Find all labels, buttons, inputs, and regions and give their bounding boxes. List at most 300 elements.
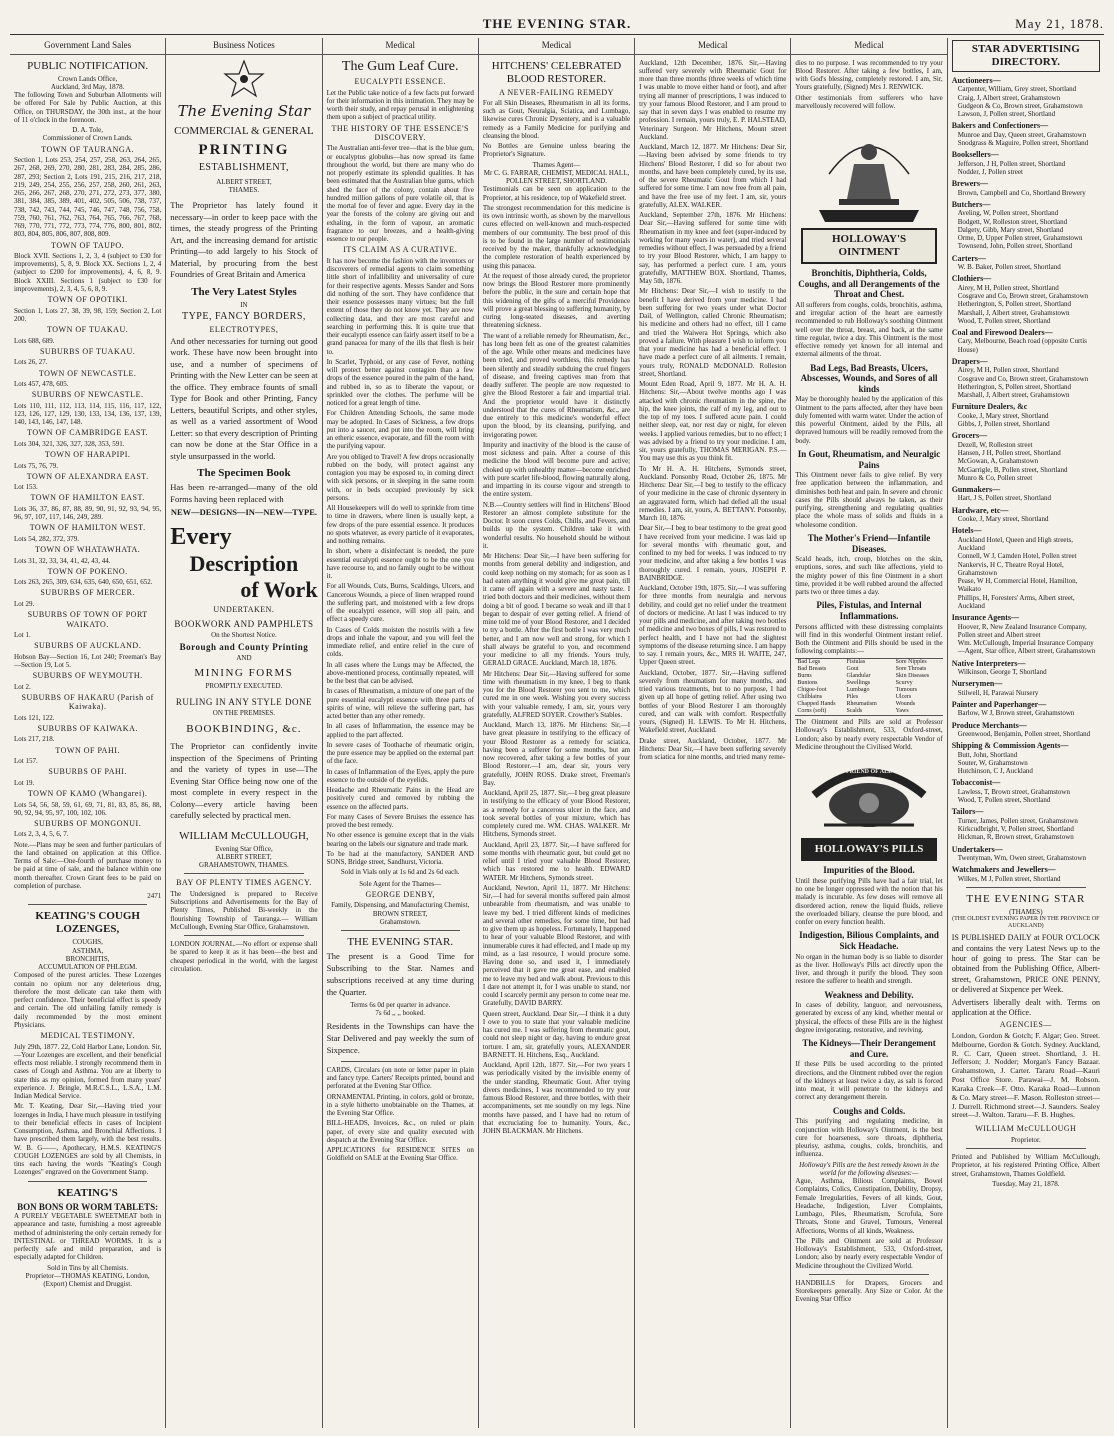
directory-category: Coal and Firewood Dealers— (951, 328, 1053, 337)
issue-date: May 21, 1878. (1015, 16, 1104, 31)
complaint-cell: Bad Breasts (797, 665, 827, 672)
directory-entry: Cooke, J, Mary street, Shortland (957, 411, 1049, 420)
specimen-body: Has been re-arranged—many of the old Forms having been replaced with (170, 482, 318, 504)
section-heading: TOWN OF TAUPO. (51, 240, 125, 250)
directory-entry: Hansen, J H, Pollen street, Shortland (957, 449, 1061, 457)
pills-banner: HOLLOWAY'S PILLS (801, 838, 936, 861)
star-emblem-icon (209, 59, 279, 99)
columns (10, 38, 1104, 1428)
column-business-notices (166, 38, 322, 1428)
establishment-line: COMMERCIAL & GENERAL (174, 125, 314, 138)
directory-entry: Hetherington, S, Pollen street, Shortland (957, 382, 1072, 391)
rheumatism-text: In cases of Rheumatism, a mixture of one part of the pure essential eucalypti essence with three parts of spirits of wine, will relieve the suffering part, has acted better than any other remedy. (326, 687, 474, 721)
london-journal: LONDON JOURNAL.—No effort or expense shall be spared to keep it as it has been—the best and cheapest periodical in the world, with the largest circulation. (170, 940, 318, 973)
and-text: AND (236, 654, 252, 663)
bronchitis-body: All sufferers from coughs, colds, bronchitis, asthma, and irregular action of the heart are earnestly recommended to rub Holloway's soothing Ointment well over the throat, breast, and back, at the same time regular, twice a day. This Ointment is the most effective remedy yet known for all internal and external ailments of the throat. (795, 300, 943, 359)
description-heading: Description (189, 551, 299, 577)
bruises-text: For many Cases of Severe Bruises the essence has proved the best remedy. (326, 812, 474, 830)
directory-entry: Auckland Hotel, Queen and High streets, Auckland (957, 535, 1073, 553)
imprint: Printed and Published by William McCullough, Proprietor, at his registered Printing Office, Albert street, Grahamstown, Thames Goldfield. (951, 1153, 1100, 1178)
column-medical-gum-leaf (323, 38, 479, 1428)
friend-label: FRIEND OF ALL (845, 769, 893, 776)
inspection-body: The Proprietor can confidently invite inspection of the Specimens of Printing and the variety of types in use—The Evening Star Office being now one of the most complete in every respect in the Colony—every article having been carefully selected by practical men. (170, 741, 318, 821)
gum-intro: Let the Public take notice of a few facts put forward for their information in this intimation. They may be worth their study, and repay perusal in enlightening them upon a subject of practical utility. (326, 88, 474, 122)
directory-entry: Hart, J S, Pollen street, Shortland (957, 494, 1052, 503)
directory-entry: Aveling, W, Pollen street, Shortland (957, 209, 1059, 218)
directory-entry: Hoover, R, New Zealand Insurance Company, Pollen street and Albert street (957, 622, 1087, 639)
complaint-cell: Bad Legs (797, 658, 821, 665)
section-heading: SUBURBS OF MERCER. (40, 588, 135, 598)
directory-entry: Kirkcudbright, V, Pollen street, Shortland (957, 825, 1074, 834)
directory-entry: Butt, John, Shortland (957, 750, 1018, 759)
directory-entry: Carpenter, William, Grey street, Shortland (957, 85, 1077, 94)
section-heading: TOWN OF HAMILTON WEST. (29, 523, 146, 533)
testimonials-note: Testimonials can be seen on application to the Proprietor, at his residence, top of Wakefield street. (482, 185, 631, 202)
inflammation-text: In all cases of Inflammation, the essence may be applied to the part affected. (326, 722, 474, 739)
column-medical-holloway (791, 38, 947, 1428)
divider (341, 930, 460, 931)
testimonial-letter: Auckland, March 12, 1877. Mr Hitchens: Dear Sir,—Having been advised by some friends to try Hitchens' Blood Restorer, I did so for about two months, and have been completely cured, by its use, of the severe Rheumatic Gout from which I had suffered for some time. I am now free from all pain, and have the free use of my feet. I am, sir, yours gratefully, ALEX. WALKER. (639, 143, 787, 209)
section-body: Lot 19. (14, 778, 35, 787)
directory-entry: Stilwell, H, Parawai Nursery (957, 688, 1039, 697)
hitchens-body: Impurity and inactivity of the blood is the cause of most sickness and pain. After a course of this medicine the blood will become pure and active; choked up with unhealthy matter—become enriched with pure scarlet life-blood, flowing naturally along, and imparting in its course vigour and strength to the entire system. (482, 440, 631, 499)
complaint-cell: Sore Throats (895, 665, 927, 672)
legs-heading: Bad Legs, Bad Breasts, Ulcers, Abscesses, Wounds, and Sores of all kinds (800, 362, 938, 394)
column-medical-letters (635, 38, 791, 1428)
complaint-cell: Ulcers (895, 694, 912, 700)
section-body: Lots 457, 478, 605. (14, 379, 69, 388)
published-notice: IS PUBLISHED DAILY at FOUR O'CLOCK and contains the very Latest News up to the hour of going to press. The Star can be obtained from the Publishing Office, Albert-street, Grahamstown, PRICE ONE PENNY, or delivered at Sixpence per Week. (951, 933, 1100, 995)
divider (184, 935, 303, 936)
ornamental-ad: ORNAMENTAL Printing, in colors, gold or bronze, in a style hitherto unobtainable on the Thames, at the Evening Star Office. (326, 1092, 474, 1118)
agent-name: GEORGE DENBY, (365, 889, 435, 899)
testimonial-letter: Mount Eden Road, April 9, 1877. Mr H. A. H. Hitchens: Sir,—About twelve months ago I was attacked with chronic rheumatism in the spine, the hip, the knee joints, the calf of my leg, and out to the top of my toes. I suffered acute pain. I could neither sleep, eat, nor rest day or night, for eleven weeks. I applied various remedies, but to no effect; I was advised by a friend to try your medicine. I am, sir, yours gratefully, THOMAS MERIGAN. P.S.—You may use this as you think fit. (639, 380, 787, 463)
directory-category: Butchers— (951, 199, 991, 209)
keating-sub: BRONCHITIS, (65, 954, 110, 963)
toothache-text: In severe cases of Toothache of rheumatic origin, the pure essence may be applied on the external part of the face. (326, 740, 474, 766)
friend-of-all-icon (804, 755, 934, 835)
testimonial-letter: Auckland, October 19th, 1875. Sir,—I was suffering for three months from neuralgia and nervous debility, and could get no relief under the treatment of doctors or medicine. At last I was induced to try your pills and medicine, and after taking two bottles of medicine and two boxes of pills, I was restored to perfect health, and I have not had the slightest symptoms of the disease returning since. I am happy to say. I remain yours, &c., MRS H. WAITE, 247, Upper Queen street. (639, 584, 787, 667)
notice-office: Crown Lands Office, (58, 74, 118, 83)
section-body: Hobson Bay—Section 16, Lot 240; Freeman's Bay—Section 19, Lot 5. (14, 652, 162, 669)
gout-heading: In Gout, Rheumatism, and Neuralgic Pains (797, 448, 941, 470)
directory-entry: Souter, W, Grahamstown (957, 758, 1028, 767)
weakness-heading: Weakness and Debility. (824, 989, 914, 1000)
section-heading: SUBURBS OF MONGONUI. (34, 819, 142, 829)
directory-category: Hotels— (951, 526, 982, 536)
gout-body: This Ointment never fails to give relief. By very free application between the inflammation, and diminishes both heat and pain. In severe and chronic cases the Pills should always be taken, as their purifying, strengthening and regulating qualities place the whole mass of solids and fluids in a wholesome condition. (795, 471, 943, 529)
keating-body: Composed of the purest articles. These Lozenges contain no opium nor any deleterious drug, therefore the most delicate can take them with perfect confidence. Their beneficial effect is speedy and certain. The old unfailing family remedy is daily recommended by the most eminent Physicians. (14, 971, 162, 1029)
complaint-cell: Corns (soft) (797, 708, 827, 715)
star-subscribe-title: THE EVENING STAR. (347, 936, 454, 949)
directory-category: Auctioneers— (951, 75, 1001, 85)
column-header: Medical (635, 38, 790, 55)
directory-category: Gunmakers— (951, 485, 1001, 494)
directory-entry: Wm. McCullough, Imperial Insurance Company—Agent, Star office, Albert street, Grahamstown (957, 639, 1096, 656)
keating-letter: Mr. T. Keating, Dear Sir,—Having tried your lozenges in India, I have much pleasure in testifying to their beneficial effects in cases of Incipient Consumption, Asthma, and Bronchial Affections. I have prescribed them largely, with the best results. W. B. G——, Apothecary, H.M.S. KEATING'S COUGH LOZENGES are sold by all Chemists, in tins each having the words "Keating's Cough Lozenges" engraved on the Government Stamp. (14, 1102, 162, 1177)
directory-entry: Hetherington, S, Pollen street, Shortland (957, 300, 1072, 309)
hitchens-title: HITCHENS' CELEBRATED BLOOD RESTORER. (491, 59, 622, 85)
note-number: 2471 (147, 892, 162, 901)
directory-entry: Wilkes, M J, Pollen street, Shortland (957, 874, 1061, 883)
signature-title: Commissioner of Crown Lands. (42, 134, 133, 143)
divider (966, 887, 1086, 888)
complaint-cell: Scurvy (895, 679, 913, 686)
premises: ON THE PREMISES. (212, 709, 276, 718)
of-work-heading: of Work (240, 577, 318, 603)
wounds-text: For all Wounds, Cuts, Burns, Scaldings, Ulcers, and Cancerous Wounds, a piece of linen wrapped round the suffering part, and moistened with a few drops of the eucalypti essence, will stop all pain, and effect a speedy cure. (326, 582, 474, 624)
bonbons-sold: Sold in Tins by all Chemists. (47, 1263, 129, 1272)
paper-place: (THAMES) (1009, 907, 1043, 916)
section-heading: TOWN OF OPOTIKI. (47, 295, 128, 305)
directory-category: Drapers— (951, 356, 988, 366)
keating-testimony: July 29th, 1877. 22, Cold Harbor Lane, London. Sir,—Your Lozenges are excellent, and their beneficial effects most reliable. I strongly recommend them in cases of Cough and Asthma. You are at liberty to state this as my opinion, formed from many years' experience. J. Bringle, M.R.C.S.L., L.S.A., L.M. Indian Medical Service. (14, 1042, 162, 1101)
directory-entry: Orme, D, Upper Pollen street, Grahamstown (957, 234, 1083, 243)
mining-forms: MINING FORMS (194, 667, 294, 680)
directory-entry: Gudgeon & Co, Brown street, Grahamstown (957, 101, 1083, 110)
hitchens-genuine: No Bottles are Genuine unless bearing the Proprietor's Signature. (482, 142, 631, 159)
directory-entry: Cosgrave and Co, Brown street, Grahamstown (957, 292, 1089, 300)
printing-body: The Proprietor has lately found it necessary—in order to keep pace with the times, the steady progress of the Printing Art, and the increasing demand for artistic Printing—to add largely to his Stock of Material, by procuring from the best Foundries of Great Britain and America (170, 200, 318, 280)
directory-entry: Gibbs, J, Pollen street, Shortland (957, 420, 1050, 429)
directory-entry: W. B. Baker, Pollen street, Shortland (957, 263, 1061, 272)
section-body: Lots 2, 3, 4, 5, 6, 7. (14, 830, 69, 839)
legs-body: May be thoroughly healed by the application of this Ointment to the parts affected, after they have been duly fomented with warm water. Under the action of this powerful Ointment, aided by the Pills, all depraved humours will be readily removed from the body. (795, 395, 943, 445)
directory-category: Nurserymen— (951, 679, 1003, 689)
electrotypes: ELECTROTYPES, (209, 324, 279, 334)
directory-category: Undertakers— (951, 844, 1003, 854)
section-heading: TOWN OF HARAPIPI. (44, 450, 131, 460)
complaint-cell: Bunions (797, 679, 818, 686)
borough-printing: Borough and County Printing (179, 641, 309, 652)
paper-tag: (THE OLDEST EVENING PAPER IN THE PROVINCE OF AUCKLAND) (952, 916, 1100, 930)
claim-body: It has now become the fashion with the inventors or discoverers of remedial agents to claim something little short of infallibility and universality of cure for their respective agents. Messrs Sander and Sons did nothing of the sort. They have confidence that their essence possesses many virtues; but the full extent of those they do not know yet. They are now collecting data, and they are most careful and searching in performing this. It is quite true that their eucalypti essence can fairly assert itself to be a grand panacea for many of the ills that flesh is heir to. (326, 256, 474, 356)
section-body: Lot 153. (14, 483, 38, 492)
cards-ad: CARDS, Circulars (on note or letter paper in plain and fancy type. Carters' Receipts printed, bound and perforated at the Evening Star Office. (326, 1065, 474, 1091)
coughs-body: This purifying and regulating medicine, in conjunction with Holloway's Ointment, is the best cure for hoarseness, sore throats, diphtheria, pleurisy, asthma, coughs, colds, bronchitis, and influenza. (795, 1117, 943, 1159)
printing-body2: And other necessaries for turning out good work. These have now been brought into use, and a number of specimens of Printing with the New Letter can be seen at the office. They embrace founts of small Type for Book and other Printing, Fancy Letters, beautiful Scripts, and other styles, as well as a varied assortment of Wood Letter: so that every description of Printing can now be done at the Star Office in a style unsurpassed in the world. (170, 335, 318, 461)
section-heading: SUBURBS OF WEYMOUTH. (32, 671, 143, 681)
bonbons-title: KEATING'S (57, 1186, 118, 1199)
section-heading: TOWN OF PAHI. (55, 745, 120, 755)
section-body: Lots 36, 37, 86, 87, 88, 89, 90, 91, 92, 93, 94, 95, 96, 97, 107, 117, 146, 249, 289. (14, 504, 162, 522)
ointment-engraving (795, 114, 942, 224)
testimonial-letter: Mr Hitchens: Dear Sir,—I have been suffering for months from general debility and indigestion, and could keep nothing on my stomach; for as soon as I had eaten anything it would give me great pain, till it came off again with a severe and nasty taste. I tried both doctors and their medicines, without them doing a bit of good. I became so weak and ill that I began to despair of ever getting relief. A friend of mine told me of your Blood Restorer, and I decided to try a bottle. After the first bottle I was very much better, and I am now well and strong, for which I shall always be grateful to you, and recommend your medicine to all my friends. Yours truly, GERALD GRACE. Auckland, March 18, 1876. (482, 552, 631, 668)
directory-entry: Marshall, J, Albert street, Grahamstown (957, 391, 1070, 400)
coughs-heading: Coughs and Colds. (832, 1105, 906, 1116)
complaint-cell: Chigoe-foot (797, 686, 827, 693)
section-body: Lots 75, 76, 79. (14, 461, 58, 470)
claim-heading: ITS CLAIM AS A CURATIVE. (343, 245, 458, 255)
styles-in: IN (240, 300, 248, 309)
section-heading: TOWN OF HAMILTON EAST. (30, 493, 145, 503)
imprint-date: Tuesday, May 21, 1878. (992, 1179, 1060, 1188)
note: Note.—Plans may be seen and further particulars of the land obtained on application at this Office. Terms of Sale:—One-fourth of purchase money to be paid at time of sale, and the balance within one month thereafter. Crown Grant fees to be paid on completion of purchase. (14, 840, 162, 890)
column-header: Medical (791, 38, 946, 55)
section-body: Lots 54, 282, 372, 379. (14, 534, 79, 543)
country-note: N.B.—Country settlers will find in Hitchens' Blood Restorer an almost complete substitute for the Doctor. It soon cures Colds, Chills, and Fevers, and builds up the system. Children take it with wonderful results. No household should be without it. (482, 500, 631, 550)
directory-category: Tailors— (951, 807, 984, 817)
directory-category: Insurance Agents— (951, 613, 1020, 623)
directory-entry: Munro & Co, Pollen street (957, 473, 1033, 482)
complaint-cell: Glandular (846, 672, 871, 679)
section-body: Lots 304, 321, 326, 327, 328, 353, 591. (14, 439, 125, 448)
masthead (10, 16, 1104, 35)
section-heading: TOWN OF NEWCASTLE. (38, 368, 137, 378)
star-subscribe-body: The present is a Good Time for Subscribing to the Star. Names and subscriptions received at any time during the Quarter. (326, 951, 474, 997)
complaint-cell: Burns (797, 672, 812, 679)
ointment-banner: HOLLOWAY'S OINTMENT (801, 228, 936, 264)
agencies-list: London, Gordon & Gotch; F. Algar; Geo. Street. Melbourne, Gordon & Gotch. Sydney. Auckland, R. C. Carr, Queen street. Shortland, J. H. Jefferson; J. Nodder; Morgan's Fancy Bazaar. Grahamstown, J. Carter. Tararu Road—Kauri Post Office Store. Parawai—J. M. Robson. Karaka Creek—F. Otto. Karaka Road—Lunnon & Co. Mary street—F. Mason. Rolleston street—J. Durrell. Richmond street—J. Saunders. Sealey street—J. Walton. Tararu—F. B. Hughes. (951, 1030, 1100, 1120)
notice-title: PUBLIC NOTIFICATION. (27, 59, 149, 72)
section-heading: SUBURBS OF TUAKAU. (39, 346, 136, 356)
paper-title: THE EVENING STAR (966, 892, 1086, 905)
directory-entry: Phillips, H, Foresters' Arms, Albert street, Auckland (957, 593, 1075, 610)
directory-entry: Jefferson, J H, Pollen street, Shortland (957, 159, 1066, 168)
directory-category: Tobacconist— (951, 778, 1001, 788)
seated-figure-icon (809, 114, 929, 224)
gothic-title: The Evening Star (177, 101, 311, 120)
directory-entry: Marshall, J, Albert street, Grahamstown (957, 308, 1070, 317)
directory-category: Grocers— (951, 431, 988, 441)
remedy-list: Ague, Asthma, Bilious Complaints, Bowel Complaints, Colics, Constipation, Debility, Dropsy, Female Irregularities, Fevers of all kinds, Gout, Headache, Indigestion, Liver Complaints, Lumbago, Piles, Rheumatism, Scrofula, Sore Throats, Stone and Gravel, Tumours, Venereal Affections, Worms of all kinds, Weakness. (795, 1177, 943, 1235)
children-text: For Children Attending Schools, the same mode may be adopted. In Cases of Sickness, a few drops put into a saucer, and put into the room, will bring an etheric essence, evaporate, and fill the room with the purifying vapour. (326, 409, 474, 451)
divider (341, 1061, 460, 1062)
complaint-cell: Rheumatism (846, 701, 877, 708)
agencies-heading: AGENCIES— (999, 1020, 1052, 1030)
pills-engraving (795, 755, 942, 835)
top-letter: dies to no purpose. I was recommended to try your Blood Restorer. After taking a few bottles, I am, with God's blessing, completely restored. I am, Sir, Yours gratefully, (Signed) Mrs J. RENWICK. (795, 58, 943, 92)
agent-place: Grahamstown. (379, 917, 421, 926)
section-heading: SUBURBS OF PAHI. (48, 767, 127, 777)
directory-category: Native Interpreters— (951, 658, 1026, 668)
directory-entry: Brown, Campbell and Co, Shortland Brewery (957, 188, 1086, 197)
section-body: Lots 110, 111, 112, 113, 114, 115, 116, 117, 122, 123, 126, 127, 129, 130, 133, 134, 136, 137, 139, 140, 143, 146, 147, 148. (14, 401, 162, 427)
directory-entry: Dalgety, Gibb, Mary street, Shortland (957, 225, 1064, 234)
directory-entry: Cosgrave and Co, Brown street, Grahamstown (957, 374, 1089, 383)
complaint-cell: Chilblains (797, 694, 823, 700)
section-heading: TOWN OF POKENO. (47, 566, 128, 576)
thames-agent: Mr C. G. FARRAR, CHEMIST, MEDICAL HALL, POLLEN STREET, SHORTLAND. (483, 168, 630, 186)
owner-street: ALBERT STREET, (216, 852, 272, 861)
testimonial-letter: Dear Sir,—I beg to bear testimony to the great good I have received from your medicine. I was laid up for several months with rheumatic gout, and confined to my bed for weeks. I was induced to try your medicine, and after taking a few bottles I was thoroughly cured. I remain, yours, JOSEPH P. BAINBRIDGE. (639, 524, 787, 582)
complaint-cell: Chapped Hands (797, 701, 836, 708)
history-heading: THE HISTORY OF THE ESSENCE'S DISCOVERY. (331, 123, 469, 142)
section-body: Section 1, Lots 253, 254, 257, 258, 263, 264, 265, 267, 268, 269, 270, 280, 281, 283, 284, 285, 286, 287, 293; Section 2, Lots 191, 215, 216, 217, 218, 219, 249, 254, 255, 256, 257, 258, 260, 261, 263, 265, 266, 267, 268, 270, 271, 272, 273, 377, 380, 381, 384, 385, 389, 401, 402, 505, 506, 738, 737, 738, 742, 743, 744, 745, 746, 747, 748, 756, 758, 759, 760, 761, 762, 763, 764, 765, 766, 767, 768, 769, 770, 771, 772, 773, 774, 776, 800, 801, 802, 803, 804, 805, 806, 807, 808, 809. (14, 156, 162, 239)
piles-heading: Piles, Fistulas, and Internal Inflammations. (816, 600, 922, 621)
keating-testimony-title: MEDICAL TESTIMONY. (40, 1031, 135, 1041)
directory-entry: Airey, M H, Pollen street, Shortland (957, 283, 1059, 292)
hitchens-intro: For all Skin Diseases, Rheumatism in all its forms, such as Gout, Neuralgia, Sciatica, and Lumbago, likewise cures Chronic Dysentery, and is a valuable remedy as a Family Medicine for purifying and cleansing the blood. (482, 98, 631, 140)
keating-sub: ASTHMA, (71, 946, 104, 955)
star-terms-booked: 7s 6d ,, ,, booked. (375, 1008, 425, 1017)
headache-text: Headache and Rheumatic Pains in the Head are positively cured and removed by rubbing the essence on the affected parts. (326, 786, 474, 811)
directory-category: Carters— (951, 253, 986, 263)
directory-entry: Lawson, J, Pollen street, Shortland (957, 110, 1056, 119)
directory-category: Painter and Paperhanger— (951, 699, 1047, 709)
directory-entry: Townsend, John, Pollen street, Shortland (957, 242, 1073, 251)
bop-title: BAY OF PLENTY TIMES AGENCY. (176, 878, 312, 888)
testimonial-letter: Auckland, April 12th, 1877. Sir,—For two years I was periodically visited by the invisible enemy of the under standing, Rheumatic Gout. After trying divers medicines, I was recommended to try your famous Blood Restorer, and three bottles, with their accompaniments, set me soundly on my legs. Nine months have passed, and I have had no return of that excruciating foe to humanity. Yours, &c., JOHN BLACKMAN. Mr Hitchens. (482, 1061, 631, 1136)
styles-types: TYPE, FANCY BORDERS, (181, 310, 306, 322)
complaint-cell: Fistulas (846, 658, 866, 665)
directory-entry: McGowan, A, Grahamstown (957, 457, 1039, 466)
proprietor-title: Proprietor. (1010, 1135, 1041, 1144)
gum-leaf-title: The Gum Leaf Cure. (341, 58, 459, 74)
hitchens-body: The strongest recommendation for this medicine is its own intrinsic worth, as shown by the marvellous cures effected on well-known and much-respected members of our community. The best proof of this is to be found in the large number of testimonials received by the maker, thankfully acknowledging the complete restoration of health experienced by using this panacea. (482, 203, 631, 270)
testimonial-letter: Auckland, September 27th, 1876. Mr Hitchens: Dear Sir,—Having suffered for some time with Rheumatism in my knee and feet (super-induced by working for many years in water), and tried several remedies without effect, I was persuaded by a friend to try your Blood Restorer, which, I am happy to say, has performed a perfect cure. I am, yours gratefully, MATTHEW BOX. Shortland, Thames, May 5th, 1876. (639, 211, 787, 286)
directory-entry: Twentyman, Wm, Owen street, Grahamstown (957, 854, 1086, 862)
star-terms: Terms 6s 0d per quarter in advance. (350, 1000, 451, 1009)
mother-body: Scald heads, itch, croup, blotches on the skin, eruptions, sores, and such like affections, yield to the mighty power of this fine Ointment in a short time, provided it be well rubbed around the affected parts two or three times a day. (795, 555, 943, 597)
indigestion-heading: Indigestion, Bilious Complaints, and Sick Headache. (799, 930, 939, 951)
section-body: Lot 1. (14, 631, 31, 640)
directory-entry: Munroe and Day, Queen street, Grahamstown (957, 130, 1087, 139)
section-body: Lots 54, 56, 58, 59, 61, 69, 71, 81, 83, 85, 86, 88, 90, 92, 94, 95, 97, 100, 102, 106. (14, 800, 162, 817)
shortest-notice: On the Shortest Notice. (211, 631, 277, 640)
complaint-cell: Sore Nipples (895, 658, 927, 665)
bonbons-body: A PURELY VEGETABLE SWEETMEAT both in appearance and taste, furnishing a most agreeable method of administering the only certain remedy for INTESTINAL or THREAD WORMS. It is a perfectly safe and mild preparation, and is especially adapted for Children. (14, 1212, 162, 1262)
directory-category: Produce Merchants— (951, 720, 1027, 730)
complaint-cell: Yaws (895, 708, 909, 715)
section-body: Lots 263, 265, 309, 634, 635, 640, 650, 651, 652. (14, 578, 153, 587)
kidneys-heading: The Kidneys—Their Derangement and Cure. (802, 1038, 936, 1059)
section-body: Lot 157. (14, 757, 38, 766)
directory-category: Bakers and Confectioners— (951, 121, 1049, 131)
handbills-ad: HANDBILLS for Drapers, Grocers and Storekeepers generally. Any Size or Color. At the Evening Star Office (795, 1278, 943, 1304)
directory-entry: Turner, James, Pollen street, Grahamstown (957, 816, 1078, 825)
newspaper-title: THE EVENING STAR. (482, 16, 632, 31)
printing-heading: PRINTING (198, 142, 290, 159)
agent-street: BROWN STREET, (372, 909, 428, 918)
address-town: THAMES. (228, 186, 260, 194)
bookbinding: BOOKBINDING, &c. (186, 722, 302, 735)
directory-entry: Dezell, W, Rolleston street (957, 440, 1033, 449)
manufactory: To be had at the manufactory, SANDER AND SONS, Bridge street, Sandhurst, Victoria. (326, 849, 474, 867)
column-header: Medical (479, 38, 634, 55)
gum-leaf-subtitle: EUCALYPTI ESSENCE. (354, 77, 446, 87)
new-designs: NEW—DESIGNS—IN—NEW—TYPE. (170, 507, 318, 518)
testimonial-letter: Auckland, October, 1877. Sir,—Having suffered severely from rheumatism for many months, and tried various treatments, but to no purpose, I had given up all hope of getting relief. After using two bottles of your Blood Restorer I am thoroughly cured, and can walk with comfort. Respectfully yours, (Signed) H. LEWIS. To Mr H. Hitchens, Wakefield street, Auckland. (639, 668, 787, 735)
complaint-cell: Gout (846, 665, 859, 672)
directory-entry: Greenwood, Benjamin, Pollen street, Shortland (957, 730, 1091, 738)
testimonial-letter: Queen street, Auckland. Dear Sir,—I think it a duty I owe to you to state that your valuable medicine has cured me. I was suffering from rheumatic gout, could not sleep night or day, having to endure great torture. I am, sir, gratefully yours, ALEXANDER BARNETT. H. Hitchens, Esq., Auckland. (482, 1009, 631, 1059)
advertisers-notice: Advertisers liberally dealt with. Terms on application at the Office. (951, 997, 1100, 1018)
colds-text: In Cases of Colds moisten the nostrils with a few drops and inhale the vapour, and you will feel the immediate relief, and entire relief in the cure of colds. (326, 625, 474, 659)
complaint-cell: Wounds (895, 701, 916, 708)
sole-agent-label: Sole Agent for the Thames— (359, 879, 442, 888)
proprietor-name: WILLIAM McCULLOUGH (975, 1124, 1077, 1134)
notice-place: Auckland, 3rd May, 1878. (50, 82, 125, 91)
testimonial-letter: To Mr H. A. H. Hitchens, Symonds street, Auckland. Ponsonby Road, October 26, 1875. Mr Hitchens: Dear Sir,—I beg to testify to the efficacy of your medicine in the case of chronic dysentery in an aggravated form, which had defied all the usual remedies. I am, sir, yours, A. BETTANY. Ponsonby, March 10, 1876. (639, 464, 787, 523)
ruling: RULING IN ANY STYLE DONE (175, 696, 312, 707)
directory-entry: Nankervis, H C, Theatre Royal Hotel, Grahamstown (957, 560, 1064, 577)
complaint-cell: Swellings (846, 679, 871, 686)
directory-entry: Connell, W J, Camden Hotel, Pollen street (957, 552, 1077, 561)
notice-body: The following Town and Suburban Allotments will be offered For Sale by Public Auction, at this Office, on THURSDAY, the 30th inst., at the hour of 11 o'clock in the forenoon. (14, 91, 162, 124)
directory-entry: Craig, J, Albert street, Grahamstown (957, 93, 1061, 102)
section-heading: SUBURBS OF TOWN OF PORT WAIKATO. (27, 610, 148, 629)
indigestion-body: No organ in the human body is so liable to disorder as the liver. Holloway's Pills act directly upon the liver, and through it purify the blood. They soon restore the sufferer to health and strength. (795, 952, 943, 986)
directory-entry: Snodgrass & Maguire, Pollen street, Shortland (957, 139, 1089, 148)
bookwork: BOOKWORK AND PAMPHLETS (174, 618, 314, 629)
directory-category: Booksellers— (951, 150, 999, 160)
eyes-text: In cases of Inflammation of the Eyes, apply the pure essence to the outside of the eyelids. (326, 767, 474, 784)
column-header: Business Notices (166, 38, 321, 55)
directory-category: Brewers— (951, 179, 988, 189)
directory-entry: Wilkinson, George T, Shortland (957, 667, 1047, 676)
testimonial-letter: Drake street, Auckland, October, 1877. Mr Hitchens: Dear Sir,—I have been suffering severely from sciatica for nine months, and tried many reme- (639, 736, 787, 762)
thames-agent-label: Thames Agent— (532, 160, 581, 169)
kidneys-body: If these Pills be used according to the printed directions, and the Ointment rubbed over the region of the kidneys at least twice a day, as salt is forced into meat, it will penetrate to the kidneys and correct any derangement therein. (795, 1060, 943, 1102)
signature: D. A. Tole, (72, 126, 103, 135)
lungs-text: In all cases where the Lungs may be Affected, the above-mentioned process, continually repeated, will be the best that can be advised. (326, 660, 474, 686)
directory-entry: Airey, M H, Pollen street, Shortland (957, 366, 1059, 375)
testimonial-letter: Auckland, March 13, 1876. Mr Hitchens: Sir,—I have great pleasure in testifying to the efficacy of your Blood Restorer as a remedy for sciatica, having been a sufferer for some months, but am now recovered, after taking a few bottles of your Blood Restorer.—I am, dear sir, yours very gratefully, JOHN ROSS. Drake street, Freeman's Bay. (482, 721, 631, 787)
ointment-note: The Ointment and Pills are sold at Professor Holloway's Establishment, 533, Oxford-street, London; also by nearly every respectable Vendor of Medicine throughout the Civilised World. (795, 718, 943, 751)
directory-entry: Barlow, W J, Brown street, Grahamstown (957, 709, 1075, 718)
section-heading: TOWN OF CAMBRIDGE EAST. (27, 428, 149, 438)
undertaken: UNDERTAKEN. (213, 605, 275, 615)
testimonial-letter: Auckland, 12th December, 1876. Sir,—Having suffered very severely with Rheumatic Gout for more than three months (three weeks of which time I was unable to move either hand or foot), and after trying all manner of prescriptions, I was induced to try your famous Blood Restorer, and I am proud to say that in seven days I was enabled to resume my profession. I remain, yours truly, E. P. HALSTEAD, Veterinary Surgeon. Mr Hitchens, Mount street Auckland. (639, 58, 787, 141)
complaint-cell: Tumours (895, 686, 918, 693)
address-street: ALBERT STREET, (216, 177, 272, 186)
testimonial-letter: Mr Hitchens: Dear Sir,—Having suffered for some time with rheumatism in my knee, I beg to thank you for the Blood Restorer you sent to me, which cured me in one week. Wishing you every success with your valuable remedy, I am, sir, yours very gratefully, ALFRED SOYER. Crowther's Stables. (482, 669, 631, 719)
section-body: Lot 2. (14, 682, 31, 691)
latest-styles: The Very Latest Styles (191, 285, 297, 298)
establishment-line2: ESTABLISHMENT, (198, 161, 290, 173)
directory-list (952, 76, 1100, 883)
directory-entry: Wood, T, Pollen street, Shortland (957, 316, 1051, 325)
directory-category: Hardware, etc— (951, 505, 1009, 515)
price: Sold in Vials only at 1s 6d and 2s 6d each. (340, 868, 460, 877)
directory-entry: Nodder, J, Pollen street (957, 168, 1023, 176)
genuine-notice: No other essence is genuine except that in the vials bearing on the labels our signature and trade mark. (326, 831, 474, 848)
directory-category: Furniture Dealers, &c (951, 402, 1028, 412)
divider (184, 873, 303, 874)
mother-heading: The Mother's Friend—Infantile Diseases. (807, 532, 931, 554)
section-body: Lots 217, 218. (14, 735, 55, 744)
divider (809, 1274, 928, 1275)
directory-category: Watchmakers and Jewellers— (951, 865, 1056, 875)
star-delivery: Residents in the Townships can have the Star Delivered and pay weekly the sum of Sixpence. (326, 1021, 474, 1055)
directory-entry: Hutchinson, C J, Auckland (957, 767, 1033, 776)
complaint-cell: Piles (846, 694, 859, 700)
section-body: Section 1, Lots 27, 38, 39, 98, 159; Section 2, Lot 200. (14, 306, 162, 323)
specimen-heading: The Specimen Book (197, 467, 291, 480)
blood-heading: Impurities of the Blood. (823, 865, 915, 876)
directory-category: Clothiers— (951, 274, 992, 284)
column-medical-hitchens (479, 38, 635, 1428)
section-body: Lots 688, 689. (14, 336, 55, 345)
section-heading: TOWN OF WHATAWHATA. (35, 545, 141, 555)
billheads-ad: BILL-HEADS, Invoices, &c., on ruled or plain paper, of every size and quality executed with despatch at the Evening Star Office. (326, 1119, 474, 1144)
promptly: PROMPTLY EXECUTED. (205, 682, 283, 691)
column-directory (948, 38, 1104, 1428)
section-heading: SUBURBS OF NEWCASTLE. (31, 390, 144, 400)
section-heading: TOWN OF TAURANGA. (41, 144, 134, 154)
directory-entry: Pease, W H, Commercial Hotel, Hamilton, Waikato (957, 577, 1078, 594)
directory-category: Shipping & Commission Agents— (951, 741, 1069, 751)
column-government-land-sales (10, 38, 166, 1428)
complaint-cell: Skin Diseases (895, 672, 930, 679)
testimonial-letter: Auckland, April 25, 1877. Sir,—I beg great pleasure in testifying to the efficacy of your Blood Restorer, as a remedy for a cancerous ulcer in the face, and took several bottles of your mixture, which has completely cured me. WM. CHAS. WALKER. Mr Hitchens, Symonds street. (482, 789, 631, 839)
directory-entry: Lawless, T, Brown street, Grahamstown (957, 787, 1070, 796)
bonbons-sub: BON BONS OR WORM TABLETS: (17, 1201, 159, 1212)
owner-office: Evening Star Office, (215, 844, 273, 853)
testimonial-letter: Mr Hitchens: Dear Sir,—I wish to testify to the benefit I have derived from your medicine. I had been suffering for two years under what Doctor Dail, of Wellington, called Chronic Rheumatism; his medicine and others had no effect, till I came and tried the Waiwera Hot Springs, which also proved a failure. With pleasure I wish to inform you that your medicine has had a beneficial effect. I have made a perfect cure of all ailments. I remain, yours truly, RONALD McDONALD. Rolleston street, Shortland. (639, 287, 787, 378)
bop-body: The Undersigned is prepared to Receive Subscriptions and Advertisements for the Bay of Plenty Times, Published Bi-weekly in the flourishing Township of Tauranga.— William McCullough, Evening Star Office, Grahamstown. (170, 889, 318, 931)
